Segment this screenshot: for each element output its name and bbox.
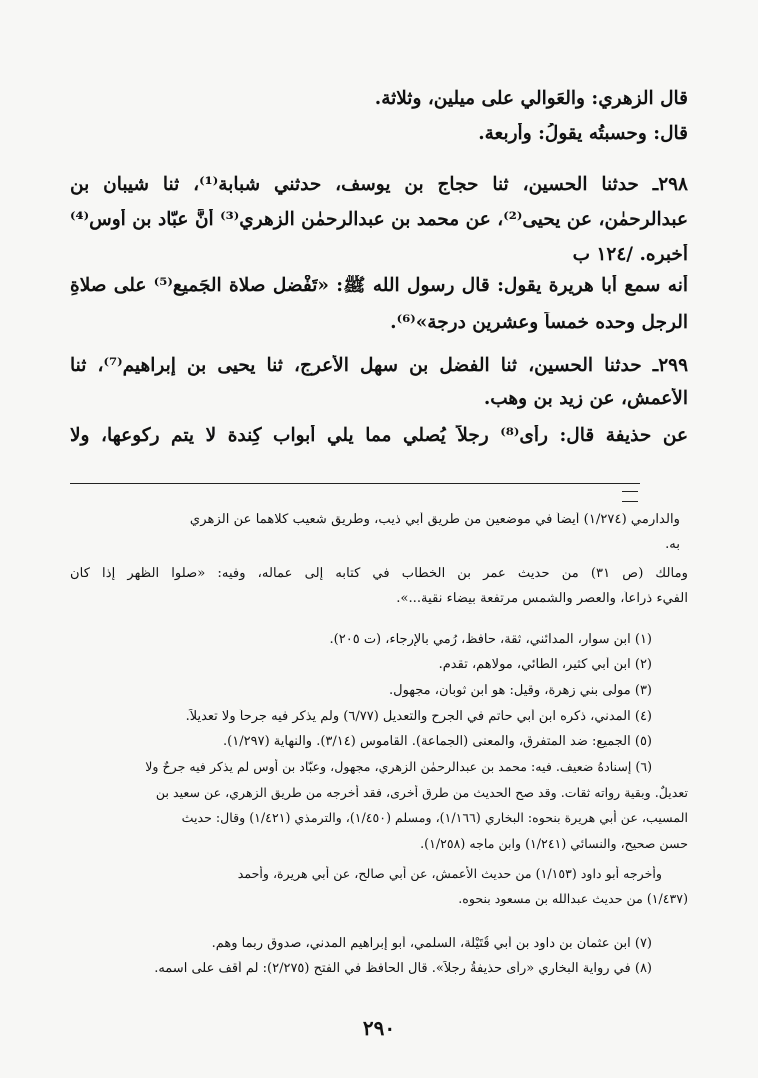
footnote-6-line-3: المسيب، عن أبي هريرة بنحوه: البخاري (١/١٦٦)، ومسلم (١/٤٥٠)، والترمذي (١/٤٢١) وقال: حديث: [181, 810, 688, 825]
hadith-298-line-1: ٢٩٨ـ حدثنا الحسين، ثنا حجاج بن يوسف، حدثني شبابة⁽¹⁾، ثنا شيبان بن: [70, 174, 688, 195]
footnote-1: (١) ابن سوار، المدائني، ثقة، حافظ، رُمي بالإرجاء، (ت ٢٠٥).: [329, 632, 652, 647]
footnote-7: (٧) ابن عثمان بن داود بن أبي قُتَيْلة، السلمي، أبو إبراهيم المدني، صدوق ربما وهم.: [211, 936, 652, 951]
footnote-6-line-4: حسن صحيح، والنسائي (١/٢٤١) وابن ماجه (١/٢٥٨).: [420, 836, 688, 851]
footnote-separator: [70, 483, 640, 484]
footnote-4: (٤) المدني، ذكره ابن أبي حاتم في الجرح والتعديل (٦/٧٧) ولم يذكر فيه جرحاً ولا تعديلاً.: [185, 709, 652, 724]
main-line-2: قال: وحسبتُه يقولُ: وأربعة.: [478, 123, 688, 144]
footnote-6-line-2: تعديلٌ. وبقية رواته ثقات. وقد صح الحديث من طرق أخرى، فقد أخرجه من طريق الزهري، عن سعيد بن: [155, 785, 688, 800]
hadith-298-line-4: أنه سمع أبا هريرة يقول: قال رسول الله ﷺ: «تَفْضل صلاة الجَميع⁽⁵⁾ على صلاةِ: [70, 275, 688, 296]
continuation-mark: [622, 491, 638, 502]
footnote-5: (٥) الجميع: ضد المتفرق، والمعنى (الجماعة). القاموس (٣/١٤). والنهاية (١/٢٩٧).: [223, 734, 652, 749]
footnote-6-line-6: (١/٤٣٧) من حديث عبدالله بن مسعود بنحوه.: [458, 891, 688, 906]
footnote-6-line-5: وأخرجه أبو داود (١/١٥٣) من حديث الأعمش، عن أبي صالح، عن أبي هريرة، وأحمد: [237, 866, 662, 881]
footnote-3: (٣) مولى بني زهرة، وقيل: هو ابن ثوبان، مجهول.: [389, 683, 652, 698]
footnote-2: (٢) ابن أبي كثير، الطائي، مولاهم، تقدم.: [438, 657, 652, 672]
hadith-298-line-3: أخبره. /١٢٤ ب: [572, 244, 688, 265]
hadith-299-line-2: الأعمش، عن زيد بن وهب.: [483, 388, 688, 409]
continued-note-line-1: والدارمي (١/٢٧٤) أيضاً في موضعين من طريق أبي ذيب، وطريق شعيب كلاهما عن الزهري: [189, 512, 680, 527]
main-line-1: قال الزهري: والعَوالي على ميلين، وثلاثة.: [374, 88, 688, 109]
hadith-299-line-1: ٢٩٩ـ حدثنا الحسين، ثنا الفضل بن سهل الأعرج، ثنا يحيى بن إبراهيم⁽⁷⁾، ثنا: [70, 355, 688, 376]
continued-note-line-4: الفيء ذراعاً، والعصر والشمس مرتفعة بيضاء نقية...».: [396, 591, 688, 606]
footnote-8: (٨) في رواية البخاري «رأى حذيفةُ رجلاً». قال الحافظ في الفتح (٢/٢٧٥): لم أقف على اسمه.: [154, 961, 652, 976]
hadith-299-line-3: عن حذيفة قال: رأى⁽⁸⁾ رجلاً يُصلي مما يلي أبواب كِندة لا يتم ركوعها، ولا: [70, 425, 688, 446]
footnote-6-line-1: (٦) إسنادهُ ضعيف. فيه: محمد بن عبدالرحمٰن الزهري، مجهول، وعبّاد بن أوس لم يذكر فيه جرحٌ ولا: [145, 759, 652, 774]
page-number: ٢٩٠: [362, 1016, 396, 1040]
hadith-298-line-2: عبدالرحمٰن، عن يحيى⁽²⁾، عن محمد بن عبدالرحمٰن الزهري⁽³⁾ أنَّ عبّاد بن أوس⁽⁴⁾: [70, 209, 688, 230]
continued-note-line-3: ومالك (ص ٣١) من حديث عمر بن الخطاب في كتابه إلى عماله، وفيه: «صلوا الظهر إذا كان: [70, 566, 688, 581]
hadith-298-line-5: الرجل وحده خمساً وعشرين درجة»⁽⁶⁾.: [390, 312, 688, 333]
continued-note-line-2: به.: [665, 537, 680, 552]
